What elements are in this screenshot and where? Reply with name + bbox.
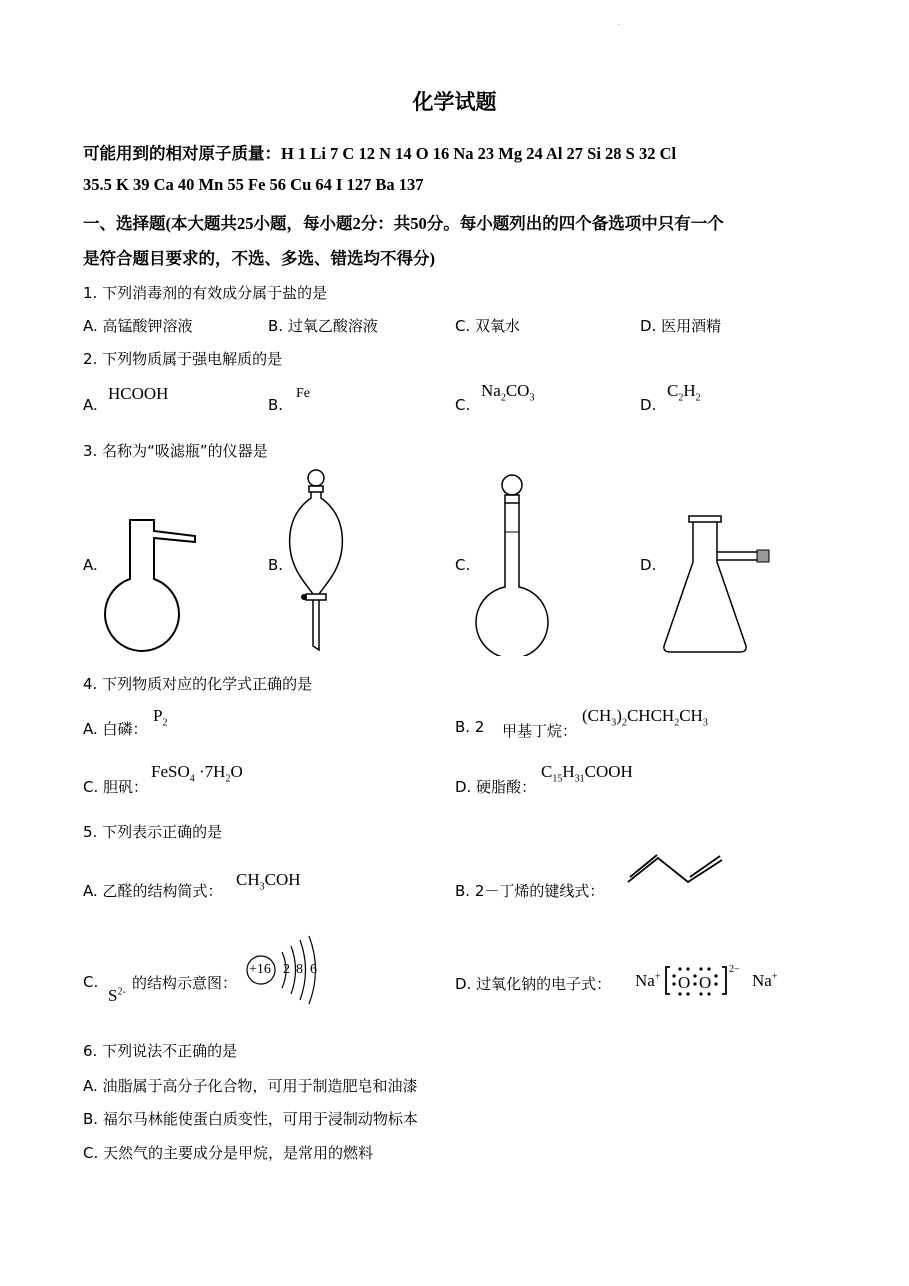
suction-flask-icon [658, 512, 778, 656]
q6-option-c: C. 天然气的主要成分是甲烷，是常用的燃料 [83, 1144, 374, 1162]
q2-formula-c: $Na_2CO_3$ [481, 381, 535, 404]
shell-3-electrons: 6 [310, 962, 317, 977]
q3-stem: 3. 名称为“吸滤瓶”的仪器是 [83, 442, 268, 460]
volumetric-flask-icon [470, 472, 560, 656]
nucleus-charge: +16 [249, 962, 271, 977]
q1-stem: 1. 下列消毒剂的有效成分属于盐的是 [83, 284, 328, 302]
na-ion-right: Na+ [752, 971, 778, 990]
q4-label-c: C. 胆矾： [83, 778, 149, 796]
q2-stem: 2. 下列物质属于强电解质的是 [83, 350, 283, 368]
q2-label-c: C. [455, 396, 471, 414]
q2-label-a: A. [83, 396, 98, 414]
q5-stem: 5. 下列表示正确的是 [83, 823, 223, 841]
separatory-funnel-icon [282, 466, 352, 656]
q3-label-a: A. [83, 556, 98, 574]
q1-option-b: B. 过氧乙酸溶液 [268, 317, 378, 335]
q4-formula-a: $P_2$ [153, 706, 168, 729]
q6-option-a: A. 油脂属于高分子化合物，可用于制造肥皂和油漆 [83, 1077, 418, 1095]
q6-stem: 6. 下列说法不正确的是 [83, 1042, 238, 1060]
q3-label-d: D. [640, 556, 657, 574]
atomic-mass-line2: 35.5 K 39 Ca 40 Mn 55 Fe 56 Cu 64 I 127 Ba 137 [83, 175, 424, 194]
q5-formula-a: $CH_3COH$ [236, 870, 301, 893]
shell-1-electrons: 2 [283, 962, 290, 977]
svg-text:O: O [699, 973, 712, 992]
q4-formula-b: $(CH_3)_2CHCH_2CH_3$ [582, 706, 708, 729]
q2-formula-b: Fe [296, 386, 310, 401]
q3-label-c: C. [455, 556, 471, 574]
q5-label-d: D. 过氧化钠的电子式： [455, 975, 612, 993]
q5-text-c: 的结构示意图： [132, 974, 238, 992]
q2-label-d: D. [640, 396, 657, 414]
q4-label-b: B. 2 [455, 718, 485, 736]
page-title: 化学试题 [412, 90, 497, 114]
q2-formula-d: $C_2H_2$ [667, 381, 701, 404]
q5-label-b: B. 2－丁烯的键线式： [455, 882, 605, 900]
q4-name-b: 甲基丁烷： [502, 722, 578, 740]
round-bottom-flask-icon [100, 512, 200, 654]
q4-label-a: A. 白磷： [83, 720, 148, 738]
q4-stem: 4. 下列物质对应的化学式正确的是 [83, 675, 313, 693]
header-dot: . [618, 18, 620, 27]
q4-formula-d: $C_{15}H_{31}COOH$ [541, 762, 633, 785]
butene-skeletal-icon [624, 854, 730, 888]
peroxide-charge: 2− [729, 964, 740, 975]
q2-label-b: B. [268, 396, 284, 414]
q3-label-b: B. [268, 556, 284, 574]
shell-2-electrons: 8 [296, 962, 303, 977]
q6-option-b: B. 福尔马林能使蛋白质变性，可用于浸制动物标本 [83, 1110, 418, 1128]
section-heading-line2: 是符合题目要求的，不选、多选、错选均不得分) [83, 249, 435, 268]
section-heading-line1: 一、选择题(本大题共25小题，每小题2分：共50分。每小题列出的四个备选项中只有一个 [83, 214, 724, 233]
q1-option-c: C. 双氧水 [455, 317, 521, 335]
q5-label-c: C. [83, 973, 99, 991]
q2-formula-a: HCOOH [108, 384, 169, 403]
q1-option-d: D. 医用酒精 [640, 317, 722, 335]
q5-label-a: A. 乙醛的结构简式： [83, 882, 223, 900]
atomic-mass-line1: 可能用到的相对原子质量：H 1 Li 7 C 12 N 14 O 16 Na 23 Mg 24 Al 27 Si 28 S 32 Cl [83, 144, 677, 163]
q4-label-d: D. 硬脂酸： [455, 778, 537, 796]
q5-ion-c: $S^{2-}$ [108, 986, 126, 1005]
na-ion-left: Na+ [635, 971, 661, 990]
q4-formula-c: FeSO$_4$ $\cdot 7H_2O$ [151, 762, 243, 785]
q1-option-a: A. 高锰酸钾溶液 [83, 317, 193, 335]
svg-text:O: O [678, 973, 691, 992]
